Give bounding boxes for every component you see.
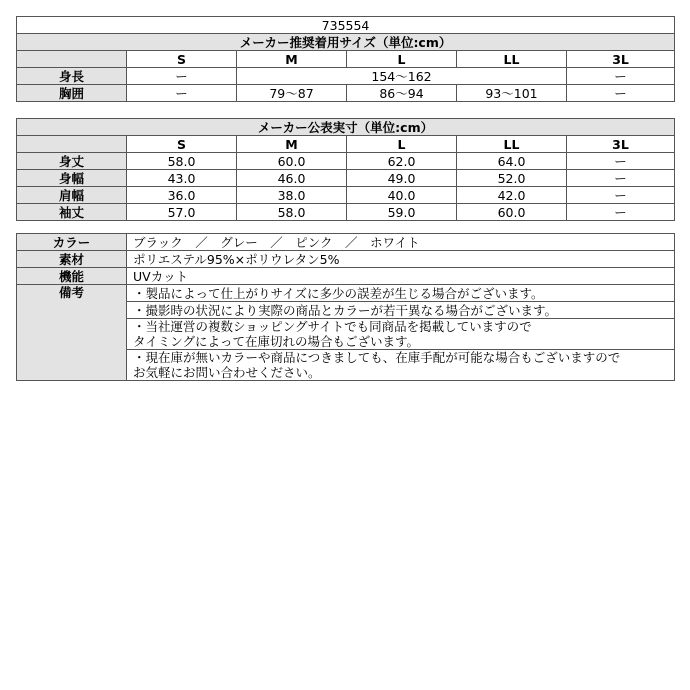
size-header: 3L [567, 51, 675, 68]
material-label: 素材 [17, 251, 127, 268]
size-header: M [237, 136, 347, 153]
row-label: 身丈 [17, 153, 127, 170]
actual-size-title: メーカー公表実寸（単位:cm） [17, 119, 675, 136]
remark-note [127, 285, 675, 302]
table-cell: ー [567, 204, 675, 221]
remarks-row [17, 285, 675, 302]
row-label: 胸囲 [17, 85, 127, 102]
remark-line: ・撮影時の状況により実際の商品とカラーが若干異なる場合がございます。 [133, 302, 558, 318]
table-cell: 46.0 [237, 170, 347, 187]
recommended-size-table [16, 16, 675, 102]
table-cell: 59.0 [347, 204, 457, 221]
product-code: 735554 [17, 17, 675, 34]
table-cell: 62.0 [347, 153, 457, 170]
table-row [17, 170, 675, 187]
color-row [17, 234, 675, 251]
actual-size-table [16, 118, 675, 221]
corner-cell [17, 51, 127, 68]
remark-line: ・当社運営の複数ショッピングサイトでも同商品を掲載していますので [133, 319, 532, 334]
row-label: 身長 [17, 68, 127, 85]
table-cell: 60.0 [237, 153, 347, 170]
table-row [17, 204, 675, 221]
remark-note [127, 350, 675, 381]
remark-note [127, 302, 675, 319]
row-label: 身幅 [17, 170, 127, 187]
table-cell: ー [567, 68, 675, 85]
table-cell: ー [127, 85, 237, 102]
table-cell: 57.0 [127, 204, 237, 221]
size-header: M [237, 51, 347, 68]
table-row [17, 68, 675, 85]
table-cell: 86〜94 [347, 85, 457, 102]
table-cell: ー [567, 153, 675, 170]
remarks-label: 備考 [17, 285, 127, 381]
table-cell: ー [567, 187, 675, 204]
table-cell: 40.0 [347, 187, 457, 204]
table-cell: 43.0 [127, 170, 237, 187]
row-label: 袖丈 [17, 204, 127, 221]
table-cell: 79〜87 [237, 85, 347, 102]
remark-line: ・製品によって仕上がりサイズに多少の誤差が生じる場合がございます。 [133, 285, 544, 301]
product-info-table [16, 233, 675, 381]
size-header: 3L [567, 136, 675, 153]
color-label: カラー [17, 234, 127, 251]
size-header: LL [457, 136, 567, 153]
table-cell: 36.0 [127, 187, 237, 204]
table-cell: 42.0 [457, 187, 567, 204]
function-label: 機能 [17, 268, 127, 285]
remark-line: お気軽にお問い合わせください。 [133, 365, 321, 380]
table-cell: 93〜101 [457, 85, 567, 102]
material-row [17, 251, 675, 268]
table-row [17, 153, 675, 170]
remark-note [127, 319, 675, 350]
remark-line: タイミングによって在庫切れの場合もございます。 [133, 334, 420, 349]
table-row [17, 187, 675, 204]
table-row [17, 85, 675, 102]
table-cell: 154〜162 [237, 68, 567, 85]
color-value: ブラック ／ グレー ／ ピンク ／ ホワイト [127, 234, 675, 251]
size-header: L [347, 51, 457, 68]
recommended-size-title: メーカー推奨着用サイズ（単位:cm） [17, 34, 675, 51]
table-cell: 64.0 [457, 153, 567, 170]
size-header: L [347, 136, 457, 153]
table-cell: ー [567, 170, 675, 187]
size-header: S [127, 136, 237, 153]
table-cell: ー [127, 68, 237, 85]
material-value: ポリエステル95%×ポリウレタン5% [127, 251, 675, 268]
size-header: LL [457, 51, 567, 68]
table-cell: 58.0 [127, 153, 237, 170]
row-label: 肩幅 [17, 187, 127, 204]
size-header: S [127, 51, 237, 68]
table-cell: 60.0 [457, 204, 567, 221]
corner-cell [17, 136, 127, 153]
function-row [17, 268, 675, 285]
table-cell: ー [567, 85, 675, 102]
function-value: UVカット [127, 268, 675, 285]
remark-line: ・現在庫が無いカラーや商品につきましても、在庫手配が可能な場合もございますので [133, 350, 621, 365]
table-cell: 52.0 [457, 170, 567, 187]
table-cell: 49.0 [347, 170, 457, 187]
table-cell: 58.0 [237, 204, 347, 221]
table-cell: 38.0 [237, 187, 347, 204]
